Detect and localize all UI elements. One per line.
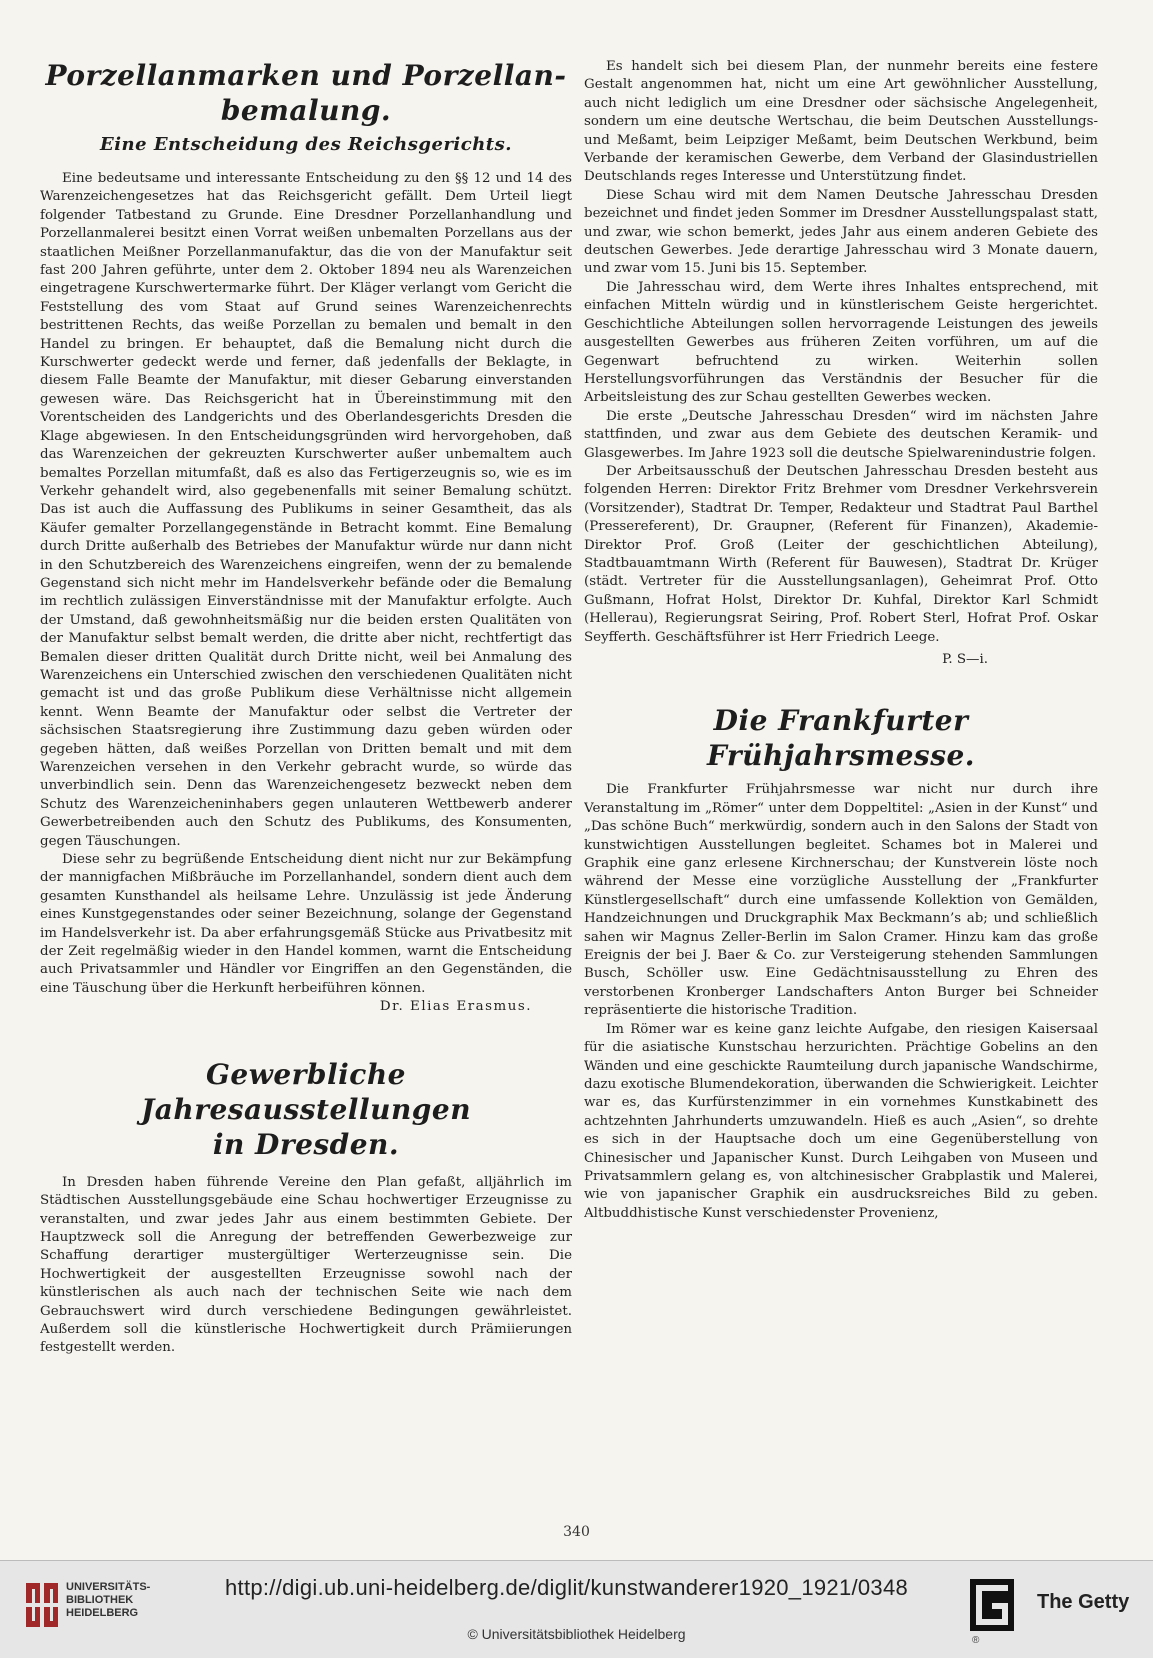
article2-paragraph-3: Diese Schau wird mit dem Namen Deutsche Jahresschau Dresden bezeichnet und findet jeden Sommer im Dresdner Ausstellungspalast statt, und zwar, wie schon bemerkt, jedes Jahr aus einem anderen Gebiete des deutschen Gewerbes. Jede derartige Jahresschau wird 3 Monate dauern, und zwar vom 15. Juni bis 15. September.: [584, 187, 1098, 277]
university-library-logo-icon: [26, 1583, 60, 1629]
article2-paragraph-4: Die Jahresschau wird, dem Werte ihres Inhaltes entsprechend, mit einfachen Mitteln würdig und in künstlerischem Geiste hergerichtet. Geschichtliche Abteilungen sollen hervorragende Leistungen des jeweils ausgestellten Gewerbes aus früheren Zeiten vorführen, um auf die Gegenwart befruchtend zu wirken. Weiterhin sollen Herstellungsvorführungen das Verständnis der Besucher für die Arbeitsleistung des zur Schau gestellten Gewerbes wecken.: [584, 279, 1098, 406]
article3-paragraph-2: Im Römer war es keine ganz leichte Aufgabe, den riesigen Kaisersaal für die asiatische Kunstschau herzurichten. Prächtige Gobelins an den Wänden und eine geschickte Raumteilung durch japanische Wandschirme, dazu exotische Blumendekoration, überwanden die Schwierigkeit. Leichter war es, das Kurfürstenzimmer in ein vornehmes Kunstkabinett des achtzehnten Jahrhunderts umzuwandeln. Hieß es auch „Asien“, so drehte es sich in der Hauptsache doch um eine Gegenüberstellung von Chinesischer und Japanischer Kunst. Durch Leihgaben von Museen und Privatsammlern gelang es, von altchinesischer Grabplastik und Malerei, wie von japanischer Graphik ein ausdrucksreiches Bild zu geben. Altbuddhistische Kunst verschiedenster Provenienz,: [584, 1021, 1098, 1221]
article2-paragraph-1: In Dresden haben führende Vereine den Plan gefaßt, alljährlich im Städtischen Ausstellungsgebäude eine Schau hochwertiger Erzeugnisse zu veranstalten, und zwar jedes Jahr aus einem bestimmten Gebiete. Der Hauptzweck soll die Anregung der betreffenden Gewerbezweige zur Schaffung derartiger mustergültiger Werterzeugnisse sein. Die Hochwertigkeit der ausgestellten Erzeugnisse sowohl nach der künstlerischen als auch nach der technischen Seite wie nach dem Gebrauchswert wird durch verschiedene Bedingungen gewährleistet. Außerdem soll die künstlerische Hochwertigkeit durch Prämiierungen festgestellt werden.: [40, 1174, 572, 1356]
left-column: [40, 58, 572, 1508]
getty-logo-icon: [970, 1579, 1014, 1631]
article1-paragraph-2: Diese sehr zu begrüßende Entscheidung dient nicht nur zur Bekämpfung der mannigfachen Mißbräuche im Porzellanhandel, sondern dient auch dem gesamten Kunsthandel als heilsame Lehre. Unzulässig ist jede Änderung eines Kunstgegenstandes oder seiner Bezeichnung, solange der Gegenstand im Handelsverkehr ist. Da aber erfahrungsgemäß Stücke aus Privatbesitz mit der Zeit regelmäßig wieder in den Handel kommen, warnt die Entscheidung auch Privatsammler und Händler vor Eingriffen an den Gegenständen, die eine Täuschung über die Herkunft herbeiführen können.: [40, 852, 572, 996]
article1-title: [40, 58, 572, 128]
article1-signature: Dr. Elias Erasmus.: [379, 999, 532, 1015]
article2-paragraph-5: Die erste „Deutsche Jahresschau Dresden“ wird im nächsten Jahre stattfinden, und zwar aus dem Gebiete des deutschen Keramik- und Glasgewerbes. Im Jahre 1923 soll die deutsche Spielwarenindustrie folgen.: [584, 408, 1098, 461]
viewer-footer: [0, 1560, 1153, 1658]
library-name-line3: HEIDELBERG: [66, 1607, 139, 1619]
library-name-line1: UNIVERSITÄTS-: [66, 1581, 151, 1593]
copyright-notice: © Universitätsbibliothek Heidelberg: [467, 1626, 686, 1642]
permalink-url[interactable]: http://digi.ub.uni-heidelberg.de/diglit/kunstwanderer1920_1921/0348: [225, 1575, 909, 1600]
library-name-line2: BIBLIOTHEK: [66, 1594, 134, 1606]
library-name: [66, 1581, 150, 1620]
article2-title-line2: in Dresden.: [212, 1127, 400, 1161]
article2-signature: P. S—i.: [942, 652, 988, 667]
article1-paragraph-1: Eine bedeutsame und interessante Entscheidung zu den §§ 12 und 14 des Warenzeichengesetzes hat das Reichsgericht gefällt. Dem Urteil liegt folgender Tatbestand zu Grunde. Eine Dresdner Porzellanhandlung und Porzellanmalerei besitzt einen Vorrat weißen unbemalten Porzellans aus der staatlichen Meißner Porzellanmanufaktur, das die von der Manufaktur seit fast 200 Jahren geführte, unter dem 2. Oktober 1894 neu als Warenzeichen eingetragene Kurschwertermarke führt. Der Kläger verlangt vom Gericht die Feststellung des vom Staat auf Grund seines Warenzeichenrechts bestrittenen Rechts, das weiße Porzellan zu bemalen und bemalt in den Handel zu bringen. Er behauptet, daß die Bemalung nicht durch die Kurschwerter gedeckt werde und ferner, daß jedenfalls der Beklagte, in diesem Falle Beamte der Manufaktur, mit dieser Gebarung einverstanden gewesen wäre. Das Reichsgericht hat in Übereinstimmung mit den Vorentscheiden des Landgerichts und des Oberlandesgerichts Dresden die Klage abgewiesen. In den Entscheidungsgründen wird hervorgehoben, daß das Warenzeichen der gekreuzten Kurschwerter außer unbemaltem auch bemaltes Porzellan mitumfaßt, daß es also das Fertigerzeugnis so, wie es im Verkehr gehandelt wird, also gegebenenfalls mit seiner Bemalung schützt. Das ist auch die Auffassung des Publikums in seiner Gesamtheit, das als Käufer gemalter Porzellangegenstände in Betracht kommt. Eine Bemalung durch Dritte außerhalb des Betriebes der Manufaktur würde nur dann nicht in den Schutzbereich des Warenzeichens eingreifen, wenn der zu bemalende Gegenstand sich nicht mehr im Handelsverkehr befände oder die Bemalung im rechtlich zulässigen Einverständnisse mit der Manufaktur erfolgte. Auch der Umstand, daß gewohnheitsmäßig nur die beiden ersten Qualitäten von der Manufaktur selbst bemalt werden, die dritte aber nicht, rechtfertigt das Bemalen dieser dritten Qualität durch Dritte nicht, weil bei Anmalung des Warenzeichens ein Unterschied zwischen den verschiedenen Qualitäten nicht gemacht ist und das große Publikum diese Verhältnisse nicht allgemein kennt. Wenn Beamte der Manufaktur oder selbst die Vertreter der sächsischen Staatsregierung ihre Zustimmung dazu geben würden oder gegeben hätten, daß weißes Porzellan von Dritten bemalt und mit dem Warenzeichen versehen in den Verkehr gebracht wurde, so würde das unverbindlich sein. Denn das Warenzeichengesetz bezweckt neben dem Schutz des Warenzeicheninhabers gegen unlauteren Wettbewerb anderer Gewerbetreibenden auch den Schutz des Publikums, des Konsumenten, gegen Täuschungen.: [40, 171, 572, 849]
page-number: 340: [563, 1524, 590, 1540]
article3-title: Die Frankfurter Frühjahrsmesse.: [706, 704, 976, 773]
right-column: [584, 58, 1098, 1508]
article1-title-line2: bemalung.: [220, 94, 392, 127]
article2-paragraph-2: Es handelt sich bei diesem Plan, der nunmehr bereits eine festere Gestalt angenommen hat, nicht um eine Art gewöhnlicher Ausstellung, auch nicht lediglich um eine Dresdner oder sächsische Angelegenheit, sondern um eine deutsche Wertschau, die beim Deutschen Ausstellungs- und Meßamt, beim Leipziger Meßamt, beim Deutschen Werkbund, beim Verbande der keramischen Gewerbe, dem Verband der Glasindustriellen Deutschlands reges Interesse und Unterstützung findet.: [584, 59, 1098, 185]
article2-title-line1: Gewerbliche Jahresausstellungen: [140, 1057, 472, 1126]
registered-mark: ®: [972, 1635, 980, 1646]
article2-paragraph-6: Der Arbeitsausschuß der Deutschen Jahresschau Dresden besteht aus folgenden Herren: Direktor Fritz Brehmer vom Dresdner Verkehrsverein (Vorsitzender), Stadtrat Dr. Temper, Redakteur und Stadtrat Paul Barthel (Pressereferent), Dr. Graupner, (Referent für Finanzen), Akademie-Direktor Prof. Groß (Leiter der geschichtlichen Abteilung), Stadtbauamtmann Wirth (Referent für Bauwesen), Stadtrat Dr. Krüger (städt. Vertreter für die Ausstellungsanlagen), Geheimrat Prof. Otto Gußmann, Hofrat Holst, Direktor Dr. Kuhfal, Direktor Karl Schmidt (Hellerau), Regierungsrat Seiring, Prof. Robert Sterl, Hofrat Prof. Oskar Seyfferth. Geschäftsführer ist Herr Friedrich Leege.: [584, 463, 1098, 645]
article1-title-line1: Porzellanmarken und Porzellan-: [45, 59, 567, 92]
article2-title: [40, 1057, 572, 1162]
article3-paragraph-1: Die Frankfurter Frühjahrsmesse war nicht nur durch ihre Veranstaltung im „Römer“ unter dem Doppeltitel: „Asien in der Kunst“ und „Das schöne Buch“ merkwürdig, sondern auch in den Salons der Stadt von kunstwichtigen Ausstellungen begleitet. Schames bot in Malerei und Graphik eine ganz erlesene Kirchnerschau; der Kunstverein löste noch während der Messe eine vorzügliche Ausstellung der „Frankfurter Künstlergesellschaft“ durch eine umfassende Kollektion von Gemälden, Handzeichnungen und Druckgraphik Max Beckmann’s ab; und schließlich sahen wir Magnus Zeller-Berlin im Salon Cramer. Hinzu kam das große Ereignis der bei J. Baer & Co. zur Versteigerung stehenden Sammlungen Busch, Schöller usw. Eine Gedächtnisausstellung zu Ehren des verstorbenen Kronberger Landschafters Anton Burger bei Schneider repräsentierte die historische Tradition.: [584, 782, 1098, 1019]
article1-subtitle: Eine Entscheidung des Reichsgerichts.: [99, 134, 513, 155]
getty-name: The Getty: [1037, 1591, 1130, 1613]
